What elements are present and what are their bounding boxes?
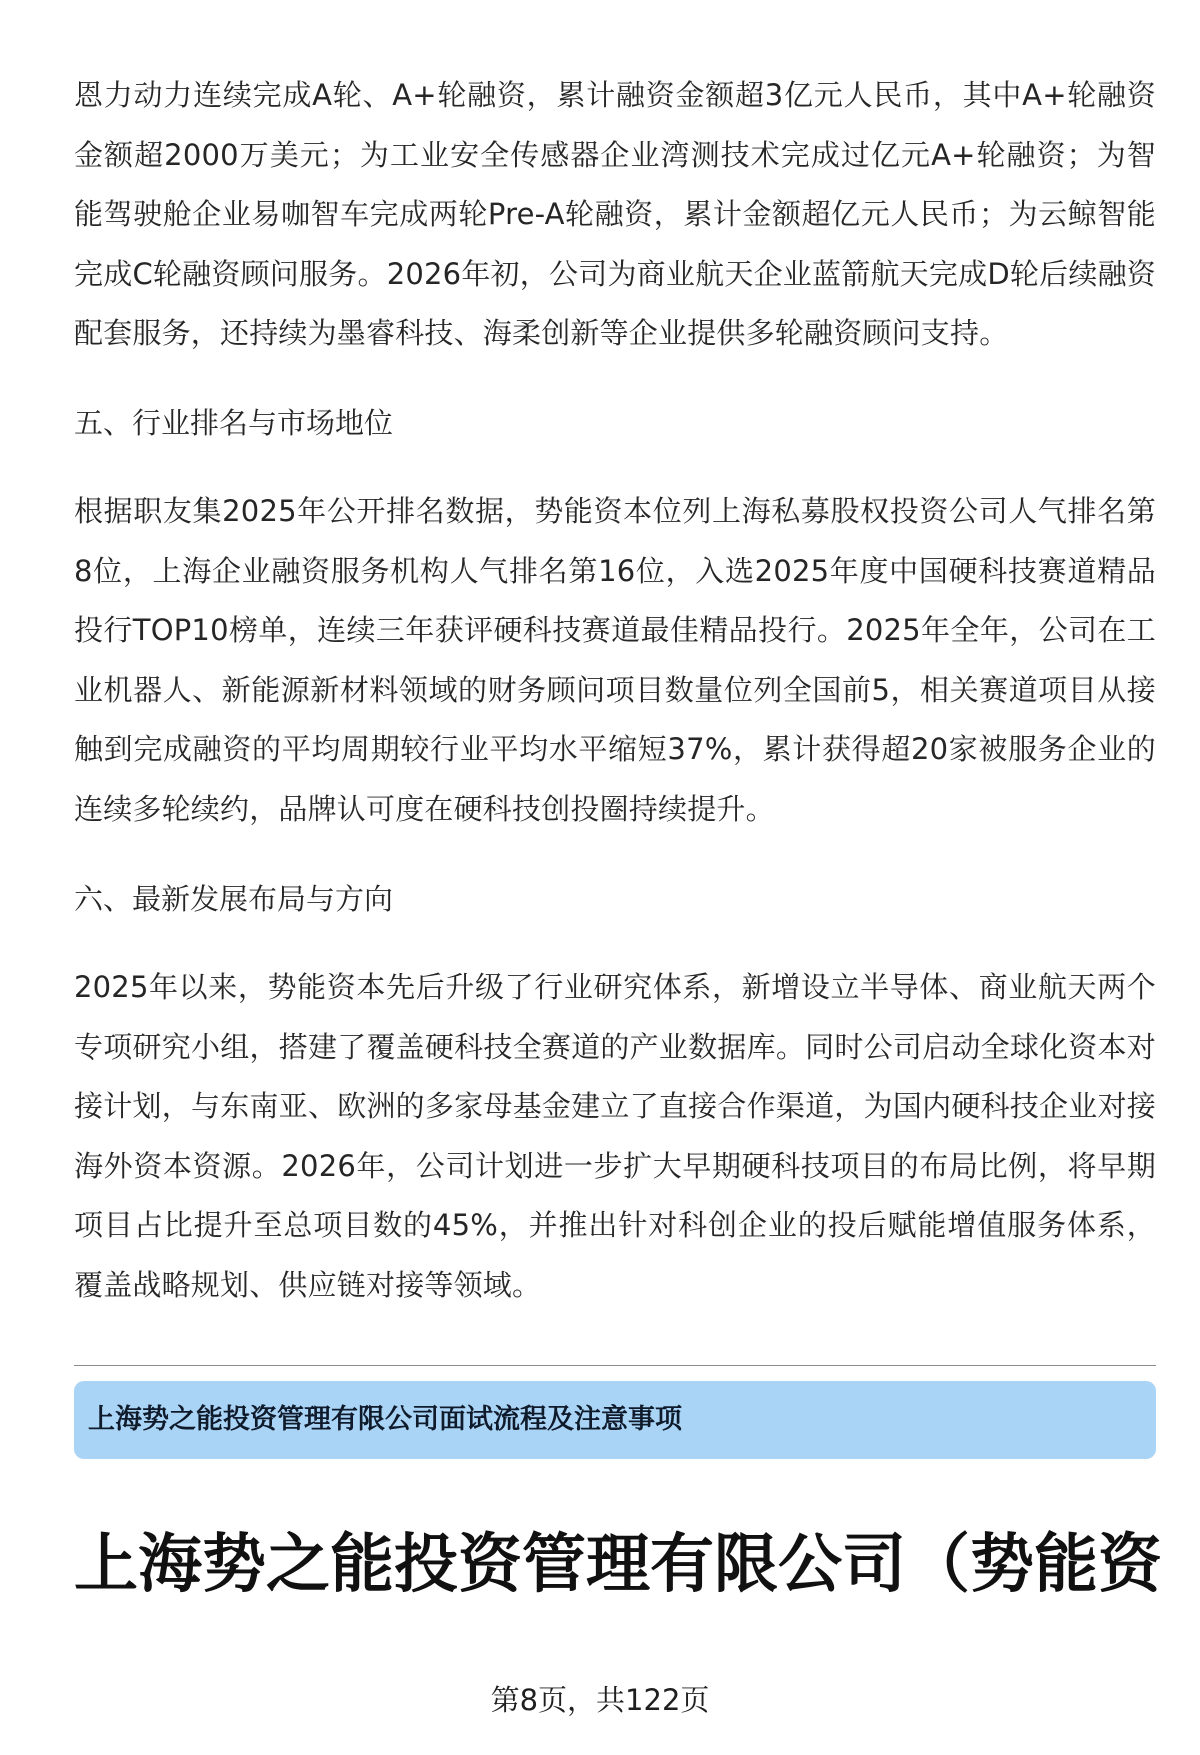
section-heading-development: 六、最新发展布局与方向 [74, 882, 394, 916]
section-heading-ranking: 五、行业排名与市场地位 [74, 406, 394, 440]
section-divider [74, 1365, 1156, 1366]
page-number: 第8页，共122页 [490, 1683, 710, 1717]
banner-title[interactable]: 上海势之能投资管理有限公司面试流程及注意事项 [88, 1404, 682, 1435]
page-title: 上海势之能投资管理有限公司（势能资 [74, 1528, 1162, 1602]
paragraph-development: 2025年以来，势能资本先后升级了行业研究体系，新增设立半导体、商业航天两个专项研究小组，搭建了覆盖硬科技全赛道的产业数据库。同时公司启动全球化资本对接计划，与东南亚、欧洲的多家母基金建立了直接合作渠道，为国内硬科技企业对接海外资本资源。2026年，公司计划进一步扩大早期硬科技项目的布局比例，将早期项目占比提升至总项目数的45%，并推出针对科创企业的投后赋能增值服务体系，覆盖战略规划、供应链对接等领域。 [74, 970, 1156, 1302]
paragraph-ranking: 根据职友集2025年公开排名数据，势能资本位列上海私募股权投资公司人气排名第8位，上海企业融资服务机构人气排名第16位，入选2025年度中国硬科技赛道精品投行TOP10榜单，连续三年获评硬科技赛道最佳精品投行。2025年全年，公司在工业机器人、新能源新材料领域的财务顾问项目数量位列全国前5，相关赛道项目从接触到完成融资的平均周期较行业平均水平缩短37%，累计获得超20家被服务企业的连续多轮续约，品牌认可度在硬科技创投圈持续提升。 [74, 494, 1156, 826]
related-article-banner[interactable] [74, 1381, 1156, 1459]
paragraph-financing-cases: 恩力动力连续完成A轮、A+轮融资，累计融资金额超3亿元人民币，其中A+轮融资金额超2000万美元；为工业安全传感器企业湾测技术完成过亿元A+轮融资；为智能驾驶舱企业易咖智车完成两轮Pre-A轮融资，累计金额超亿元人民币；为云鲸智能完成C轮融资顾问服务。2026年初，公司为商业航天企业蓝箭航天完成D轮后续融资配套服务，还持续为墨睿科技、海柔创新等企业提供多轮融资顾问支持。 [74, 78, 1156, 350]
